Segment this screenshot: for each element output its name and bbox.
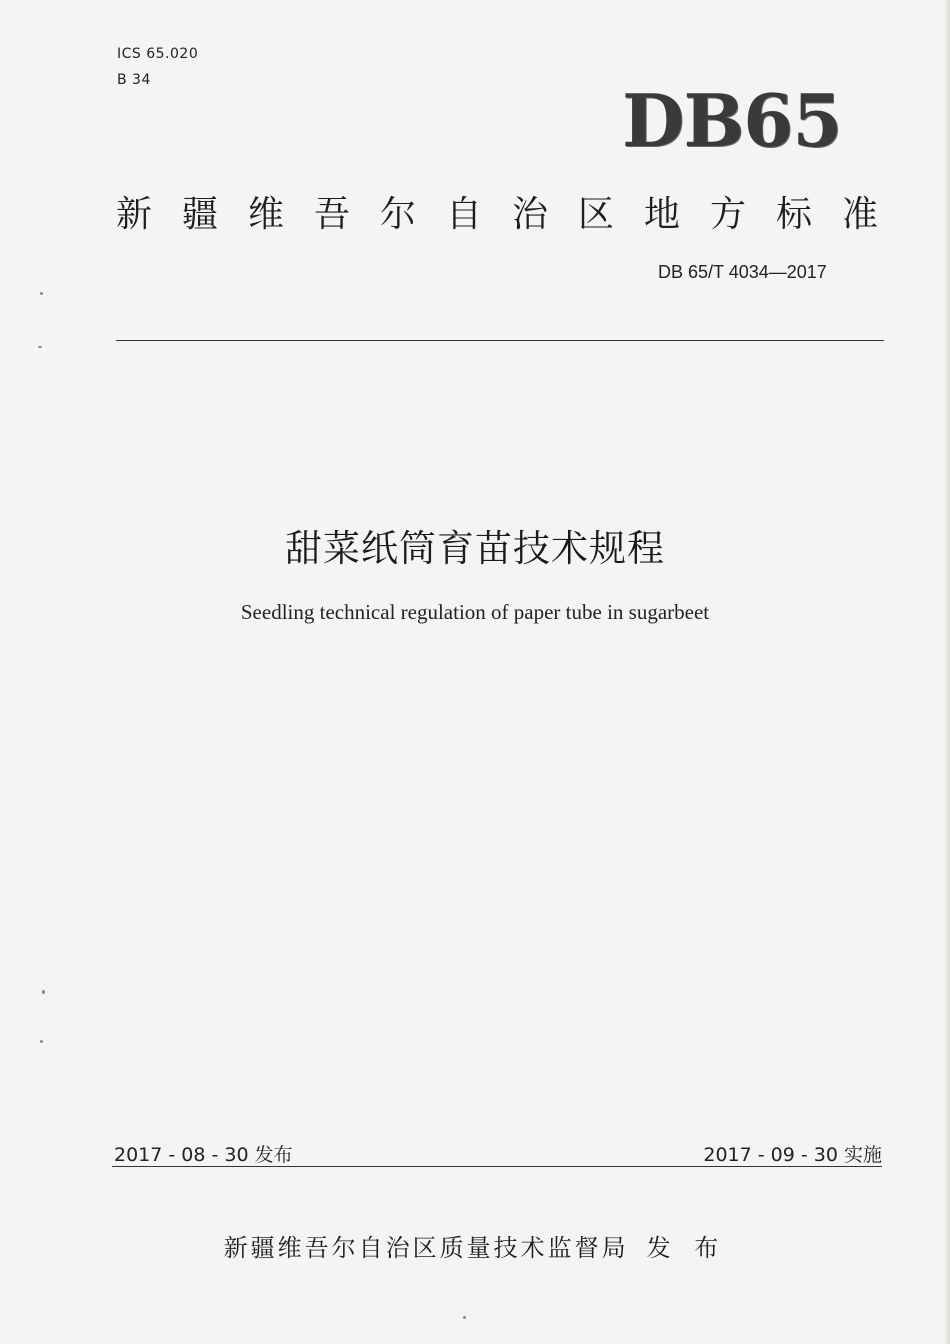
- standard-number: DB 65/T 4034—2017: [658, 262, 827, 282]
- scan-speck: [463, 1316, 466, 1319]
- scan-speck: [40, 292, 43, 295]
- implementation-date: 2017 - 09 - 30 实施: [703, 1144, 882, 1166]
- publisher-suffix: 发 布: [646, 1234, 727, 1262]
- publisher-line: [0, 1228, 950, 1263]
- db65-logo: DB65: [622, 78, 842, 163]
- ics-code: ICS 65.020: [117, 46, 199, 62]
- ccs-code: B 34: [117, 72, 151, 88]
- bottom-divider: [112, 1166, 882, 1167]
- issue-date: 2017 - 08 - 30 发布: [114, 1144, 293, 1166]
- issuer-title: 新疆维吾尔自治区地方标准: [116, 194, 909, 235]
- scan-speck: [42, 990, 45, 994]
- document-title-chinese: 甜菜纸筒育苗技术规程: [285, 527, 665, 570]
- document-title-english: Seedling technical regulation of paper tube in sugarbeet: [240, 600, 710, 624]
- publisher-name: 新疆维吾尔自治区质量技术监督局: [223, 1234, 629, 1262]
- page-edge-shadow: [944, 0, 950, 1344]
- scan-speck: [40, 1040, 43, 1043]
- top-divider: [116, 340, 884, 341]
- scan-speck: [38, 346, 42, 348]
